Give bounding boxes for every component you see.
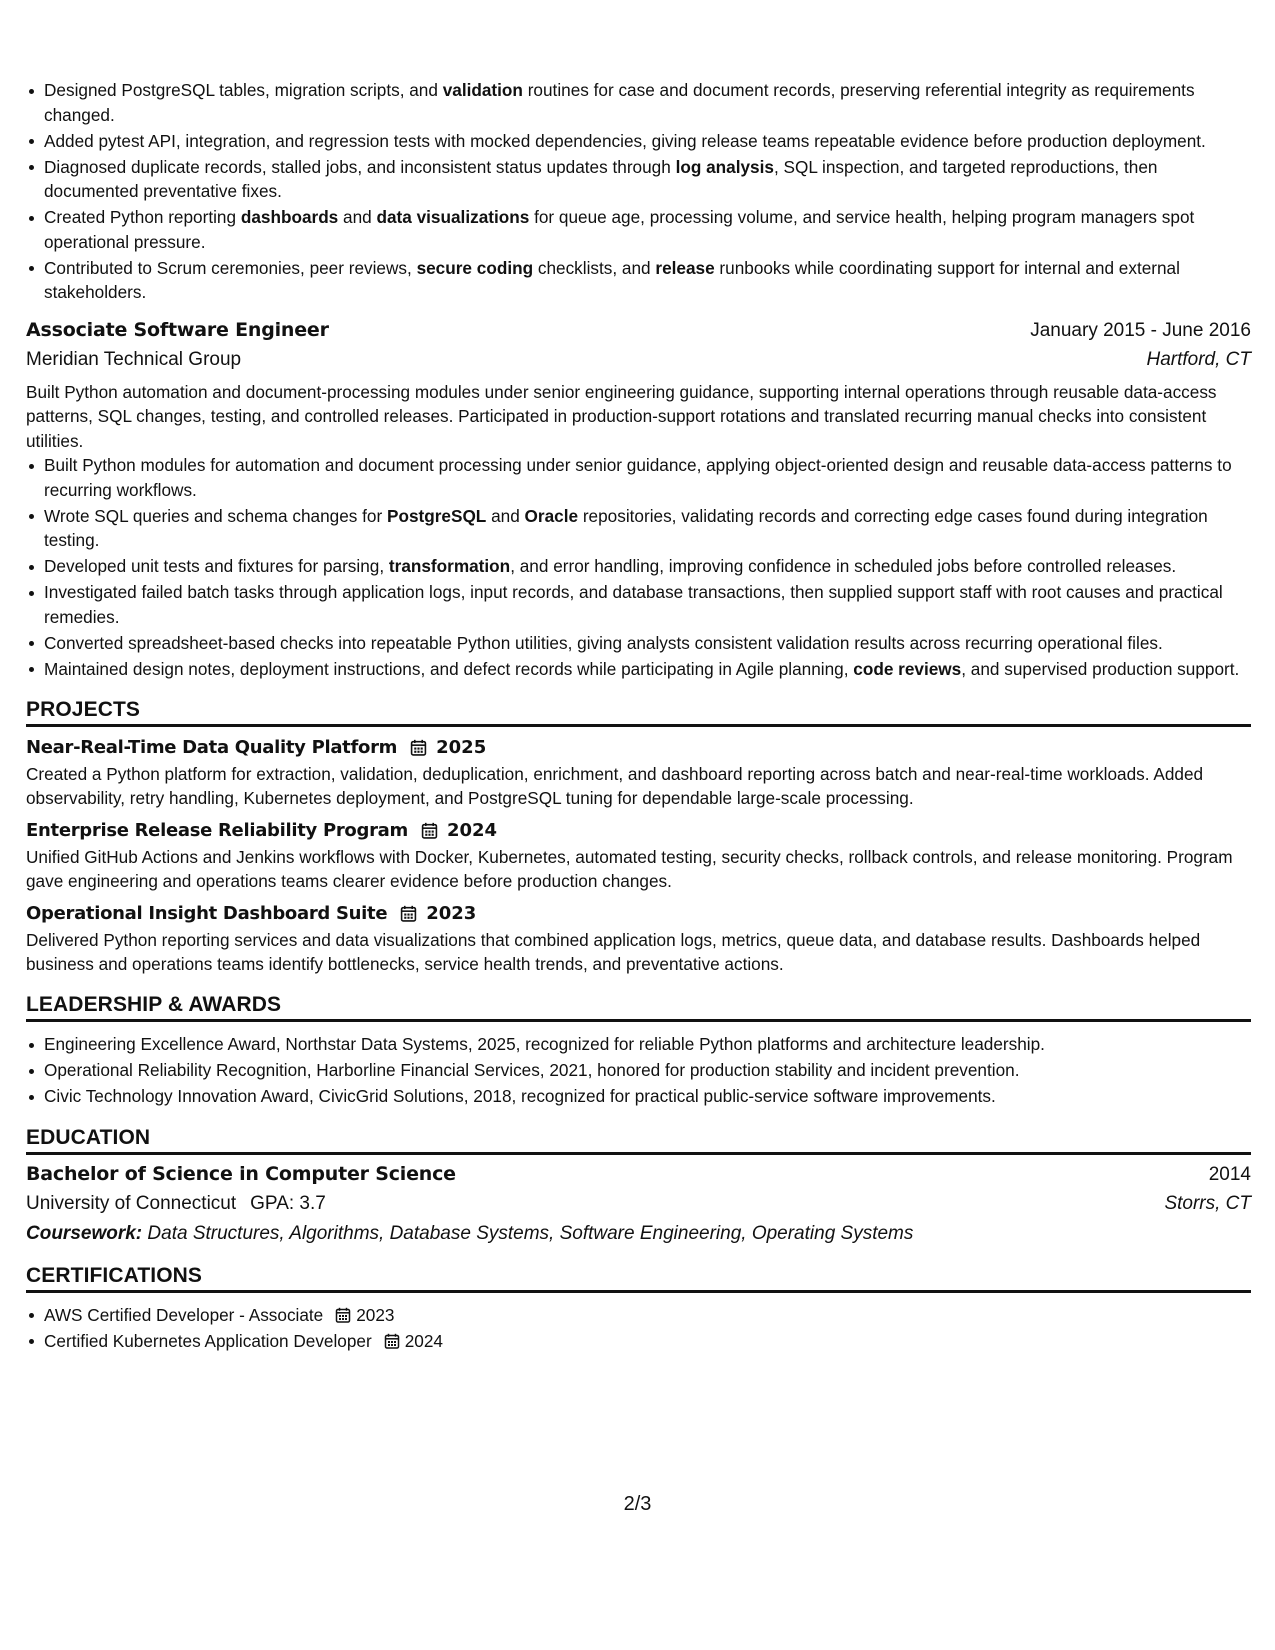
school-location: Storrs, CT [1164, 1192, 1251, 1214]
bullet-text: Maintained design notes, deployment instructions, and defect records while participating in Agile planning, [44, 658, 854, 679]
project-item [26, 903, 1251, 976]
calendar-icon [421, 822, 438, 839]
bold-keyword: transformation [388, 556, 511, 576]
education-section [26, 1126, 1251, 1245]
school-name: University of Connecticut [26, 1192, 237, 1214]
resume-page [26, 78, 1251, 1355]
section-title-certifications: CERTIFICATIONS [26, 1264, 1251, 1293]
associate-job [26, 319, 1251, 682]
project-description: Unified GitHub Actions and Jenkins workflows with Docker, Kubernetes, automated testing, security checks, rollback controls, and release monitoring. Program gave engineering and operations teams clearer evidence before production changes. [26, 847, 1233, 891]
bold-keyword: data visualizations [376, 207, 530, 227]
job-summary: Built Python automation and document-processing modules under senior engineering guidance, supporting internal operations through reusable data-access patterns, SQL changes, testing, and controlled releases. Participated in production-support rotations and translated recurring manual checks into consistent utilities. [26, 381, 1217, 451]
bullet-text: Built Python modules for automation and document processing under senior guidance, applying object-oriented design and reusable data-access patterns to recurring workflows. [44, 455, 1232, 500]
coursework-label: Coursework: [26, 1222, 143, 1244]
bold-keyword: validation [442, 80, 523, 100]
leadership-list [26, 1032, 1251, 1109]
bullet-text: , and error handling, improving confidence in scheduled jobs before controlled releases. [510, 556, 1177, 576]
bold-keyword: log analysis [675, 156, 774, 177]
bullet-text: and [338, 207, 377, 227]
associate-job-bullets [26, 453, 1251, 681]
bullet-item [44, 256, 1251, 305]
graduation-year: 2014 [1208, 1163, 1251, 1185]
coursework-list: Data Structures, Algorithms, Database Systems, Software Engineering, Operating Systems [147, 1222, 914, 1244]
bullet-text: Added pytest API, integration, and regression tests with mocked dependencies, giving release teams repeatable evidence before production deployment. [44, 130, 1206, 151]
certification-item [44, 1329, 1251, 1354]
calendar-icon [400, 905, 417, 922]
certification-year: 2024 [404, 1330, 443, 1351]
bullet-item [44, 504, 1251, 553]
bullet-text: Converted spreadsheet-based checks into repeatable Python utilities, giving analysts consistent validation results across recurring operational files. [44, 632, 1163, 653]
bullet-item [44, 155, 1251, 204]
project-description: Created a Python platform for extraction, validation, deduplication, enrichment, and dashboard reporting across batch and near-real-time workloads. Added observability, retry handling, Kubernetes deployment, and PostgreSQL tuning for dependable large-scale processing. [26, 764, 1204, 808]
section-title-projects: PROJECTS [26, 698, 1251, 727]
project-year: 2024 [446, 820, 498, 841]
bullet-text: routines for case and document records, preserving referential integrity as requirements changed. [44, 80, 1195, 125]
project-title: Near-Real-Time Data Quality Platform [26, 737, 398, 758]
bullet-item [44, 78, 1251, 127]
prior-job-bullets [26, 78, 1251, 305]
bullet-text: Wrote SQL queries and schema changes for [44, 505, 387, 526]
gpa: GPA: 3.7 [250, 1192, 326, 1214]
coursework [26, 1223, 1251, 1245]
award-item: Engineering Excellence Award, Northstar Data Systems, 2025, recognized for reliable Python platforms and architecture leadership. [44, 1032, 1251, 1057]
job-dates: January 2015 - June 2016 [1030, 319, 1251, 341]
bullet-text: , SQL inspection, and targeted reproductions, then documented preventative fixes. [44, 156, 1158, 201]
bullet-text: Diagnosed duplicate records, stalled jobs, and inconsistent status updates through [44, 156, 676, 177]
certifications-list [26, 1303, 1251, 1354]
calendar-icon [335, 1305, 351, 1321]
bullet-text: Created Python reporting [44, 207, 241, 227]
degree: Bachelor of Science in Computer Science [26, 1162, 456, 1185]
bold-keyword: release [655, 257, 715, 278]
bold-keyword: dashboards [240, 207, 339, 227]
school-line [26, 1193, 326, 1215]
bullet-text: Contributed to Scrum ceremonies, peer reviews, [44, 257, 417, 278]
project-title: Enterprise Release Reliability Program [26, 820, 408, 841]
certification-name: Certified Kubernetes Application Developer [44, 1330, 372, 1351]
leadership-section [26, 993, 1251, 1109]
project-title: Operational Insight Dashboard Suite [26, 903, 388, 924]
certification-year: 2023 [356, 1304, 395, 1325]
award-item: Civic Technology Innovation Award, CivicGrid Solutions, 2018, recognized for practical public-service software improvements. [44, 1084, 1251, 1109]
project-year: 2023 [426, 903, 477, 924]
bullet-item [44, 453, 1251, 502]
certification-name: AWS Certified Developer - Associate [44, 1304, 324, 1325]
bullet-text: checklists, and [533, 257, 656, 278]
bold-keyword: Oracle [524, 505, 579, 526]
calendar-icon [410, 739, 427, 756]
bullet-item [44, 657, 1251, 682]
bullet-text: runbooks while coordinating support for internal and external stakeholders. [44, 257, 1180, 302]
bullet-text: and [486, 505, 525, 526]
project-description: Delivered Python reporting services and data visualizations that combined application logs, metrics, queue data, and database results. Dashboards helped business and operations teams identify bottlenecks, service health trends, and preventative actions. [26, 930, 1201, 974]
bullet-item [44, 631, 1251, 656]
calendar-icon [384, 1331, 400, 1347]
bullet-item [44, 129, 1251, 154]
bold-keyword: code reviews [853, 658, 962, 679]
bullet-item [44, 205, 1251, 254]
bold-keyword: secure coding [416, 257, 534, 278]
bullet-text: repositories, validating records and correcting edge cases found during integration testing. [44, 505, 1208, 550]
project-item [26, 820, 1251, 893]
company-name: Meridian Technical Group [26, 348, 242, 370]
bullet-item [44, 580, 1251, 629]
certifications-section [26, 1264, 1251, 1354]
page-number: 2/3 [623, 1493, 652, 1515]
bullet-text: Developed unit tests and fixtures for parsing, [44, 556, 389, 576]
bullet-text: Designed PostgreSQL tables, migration scripts, and [44, 80, 443, 100]
project-item [26, 737, 1251, 810]
certification-item [44, 1303, 1251, 1328]
projects-list [26, 737, 1251, 976]
bullet-text: for queue age, processing volume, and service health, helping program managers spot operational pressure. [44, 207, 1195, 252]
bullet-text: , and supervised production support. [961, 658, 1240, 679]
section-title-education: EDUCATION [26, 1126, 1251, 1155]
award-item: Operational Reliability Recognition, Harborline Financial Services, 2021, honored for production stability and incident prevention. [44, 1058, 1251, 1083]
bullet-item [44, 554, 1251, 579]
job-location: Hartford, CT [1146, 348, 1251, 370]
bold-keyword: PostgreSQL [386, 505, 487, 526]
projects-section [26, 698, 1251, 976]
bullet-text: Investigated failed batch tasks through application logs, input records, and database transactions, then supplied support staff with root causes and practical remedies. [44, 582, 1223, 627]
project-year: 2025 [436, 737, 487, 758]
job-title: Associate Software Engineer [26, 318, 329, 341]
section-title-leadership: LEADERSHIP & AWARDS [26, 993, 1251, 1022]
